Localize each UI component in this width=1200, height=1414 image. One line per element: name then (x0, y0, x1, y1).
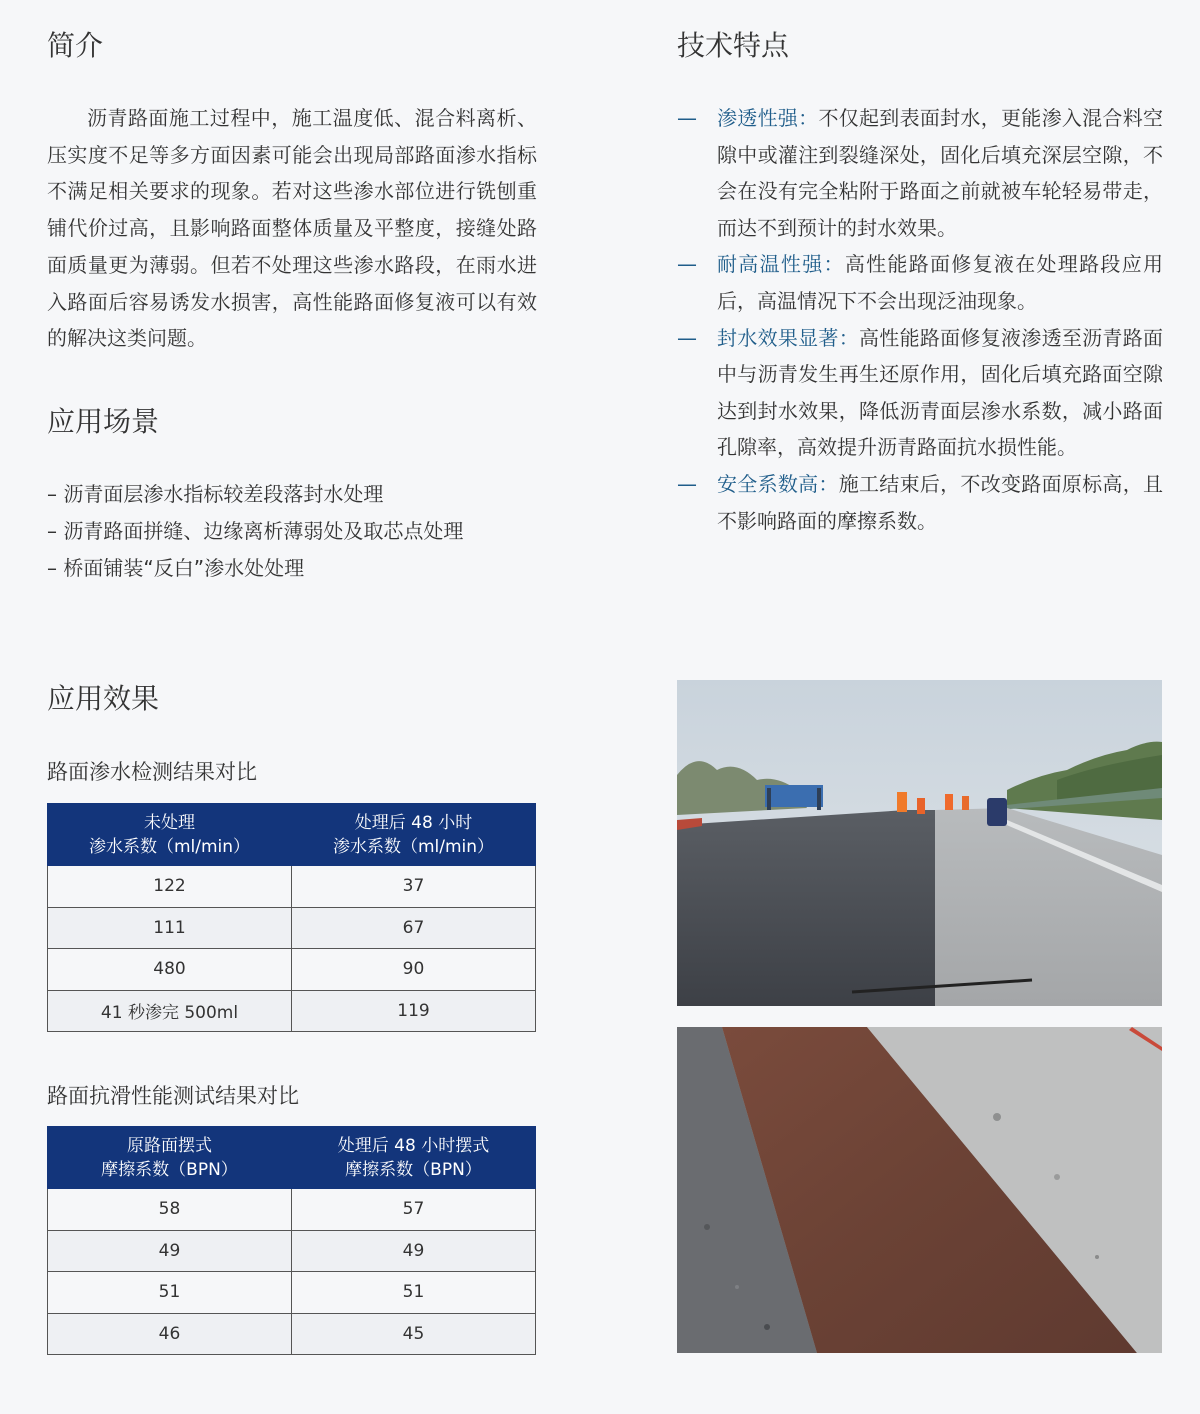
feature-item (677, 246, 1163, 319)
dash-marker: — (677, 471, 697, 496)
table-cell: 49 (48, 1230, 292, 1272)
table-cell: 51 (292, 1272, 536, 1314)
feature-item (677, 320, 1163, 466)
table-row (48, 907, 536, 949)
table-cell: 119 (292, 990, 536, 1032)
table-cell: 58 (48, 1189, 292, 1231)
table-header-row (48, 804, 536, 866)
table-cell: 67 (292, 907, 536, 949)
table-cell: 49 (292, 1230, 536, 1272)
table-cell: 45 (292, 1313, 536, 1355)
feature-text: 施工结束后，不改变路面原标高，且不影响路面的摩擦系数。 (717, 471, 1164, 533)
table-row (48, 1230, 536, 1272)
table-row (48, 866, 536, 908)
feature-title: 封水效果显著： (717, 325, 859, 350)
road-construction-photo (677, 680, 1162, 1006)
column-header: 处理后 48 小时 渗水系数（ml/min） (292, 804, 536, 866)
feature-text: 不仅起到表面封水，更能渗入混合料空隙中或灌注到裂缝深处，固化后填充深层空隙，不会在没有完全粘附于路面之前就被车轮轻易带走，而达不到预计的封水效果。 (717, 106, 1164, 240)
dash-marker: — (677, 252, 697, 277)
scene-item: – 沥青路面拼缝、边缘离析薄弱处及取芯点处理 (47, 519, 464, 543)
scene-item: – 沥青面层渗水指标较差段落封水处理 (47, 482, 384, 506)
table-cell: 480 (48, 949, 292, 991)
scene-item: – 桥面铺装“反白”渗水处处理 (47, 556, 305, 580)
table-cell: 37 (292, 866, 536, 908)
table-cell: 51 (48, 1272, 292, 1314)
table-row (48, 949, 536, 991)
column-header: 原路面摆式 摩擦系数（BPN） (48, 1127, 292, 1189)
table-row (48, 1272, 536, 1314)
dash-marker: — (677, 106, 697, 130)
intro-paragraph: 沥青路面施工过程中，施工温度低、混合料离析、压实度不足等多方面因素可能会出现局部路面渗水指标不满足相关要求的现象。若对这些渗水部位进行铣刨重铺代价过高，且影响路面整体质量及平整度，接缝处路面质量更为薄弱。但若不处理这些渗水路段，在雨水进入路面后容易诱发水损害，高性能路面修复液可以有效的解决这类问题。 (47, 106, 537, 351)
table-row (48, 1313, 536, 1355)
table-cell: 122 (48, 866, 292, 908)
feature-list (677, 100, 1163, 539)
feature-text: 高性能路面修复液在处理路段应用后，高温情况下不会出现泛油现象。 (717, 252, 1164, 313)
column-header: 未处理 渗水系数（ml/min） (48, 804, 292, 866)
table-cell: 41 秒渗完 500ml (48, 990, 292, 1032)
table-cell: 111 (48, 907, 292, 949)
feature-title: 耐高温性强： (717, 252, 845, 277)
scenes-title: 应用场景 (47, 405, 160, 438)
feature-text: 高性能路面修复液渗透至沥青路面中与沥青发生再生还原作用，固化后填充路面空隙达到封水效果，降低沥青面层渗水系数，减小路面孔隙率，高效提升沥青路面抗水损性能。 (717, 325, 1163, 460)
dash-marker: — (677, 325, 697, 350)
feature-title: 安全系数高： (717, 471, 839, 496)
column-header: 处理后 48 小时摆式 摩擦系数（BPN） (292, 1127, 536, 1189)
effects-title: 应用效果 (47, 682, 160, 715)
intro-title: 简介 (47, 29, 104, 62)
table2-title: 路面抗滑性能测试结果对比 (47, 1084, 299, 1108)
features-title: 技术特点 (677, 29, 790, 62)
permeability-table (47, 803, 536, 1032)
treated-strip-photo (677, 1027, 1162, 1353)
scene-list (47, 476, 567, 587)
feature-item (677, 466, 1163, 539)
table-cell: 57 (292, 1189, 536, 1231)
table-row (48, 990, 536, 1032)
table-header-row (48, 1127, 536, 1189)
table-cell: 90 (292, 949, 536, 991)
feature-item (677, 100, 1163, 246)
table-cell: 46 (48, 1313, 292, 1355)
table-row (48, 1189, 536, 1231)
skid-resistance-table (47, 1126, 536, 1355)
feature-title: 渗透性强： (717, 106, 819, 130)
table1-title: 路面渗水检测结果对比 (47, 760, 257, 784)
